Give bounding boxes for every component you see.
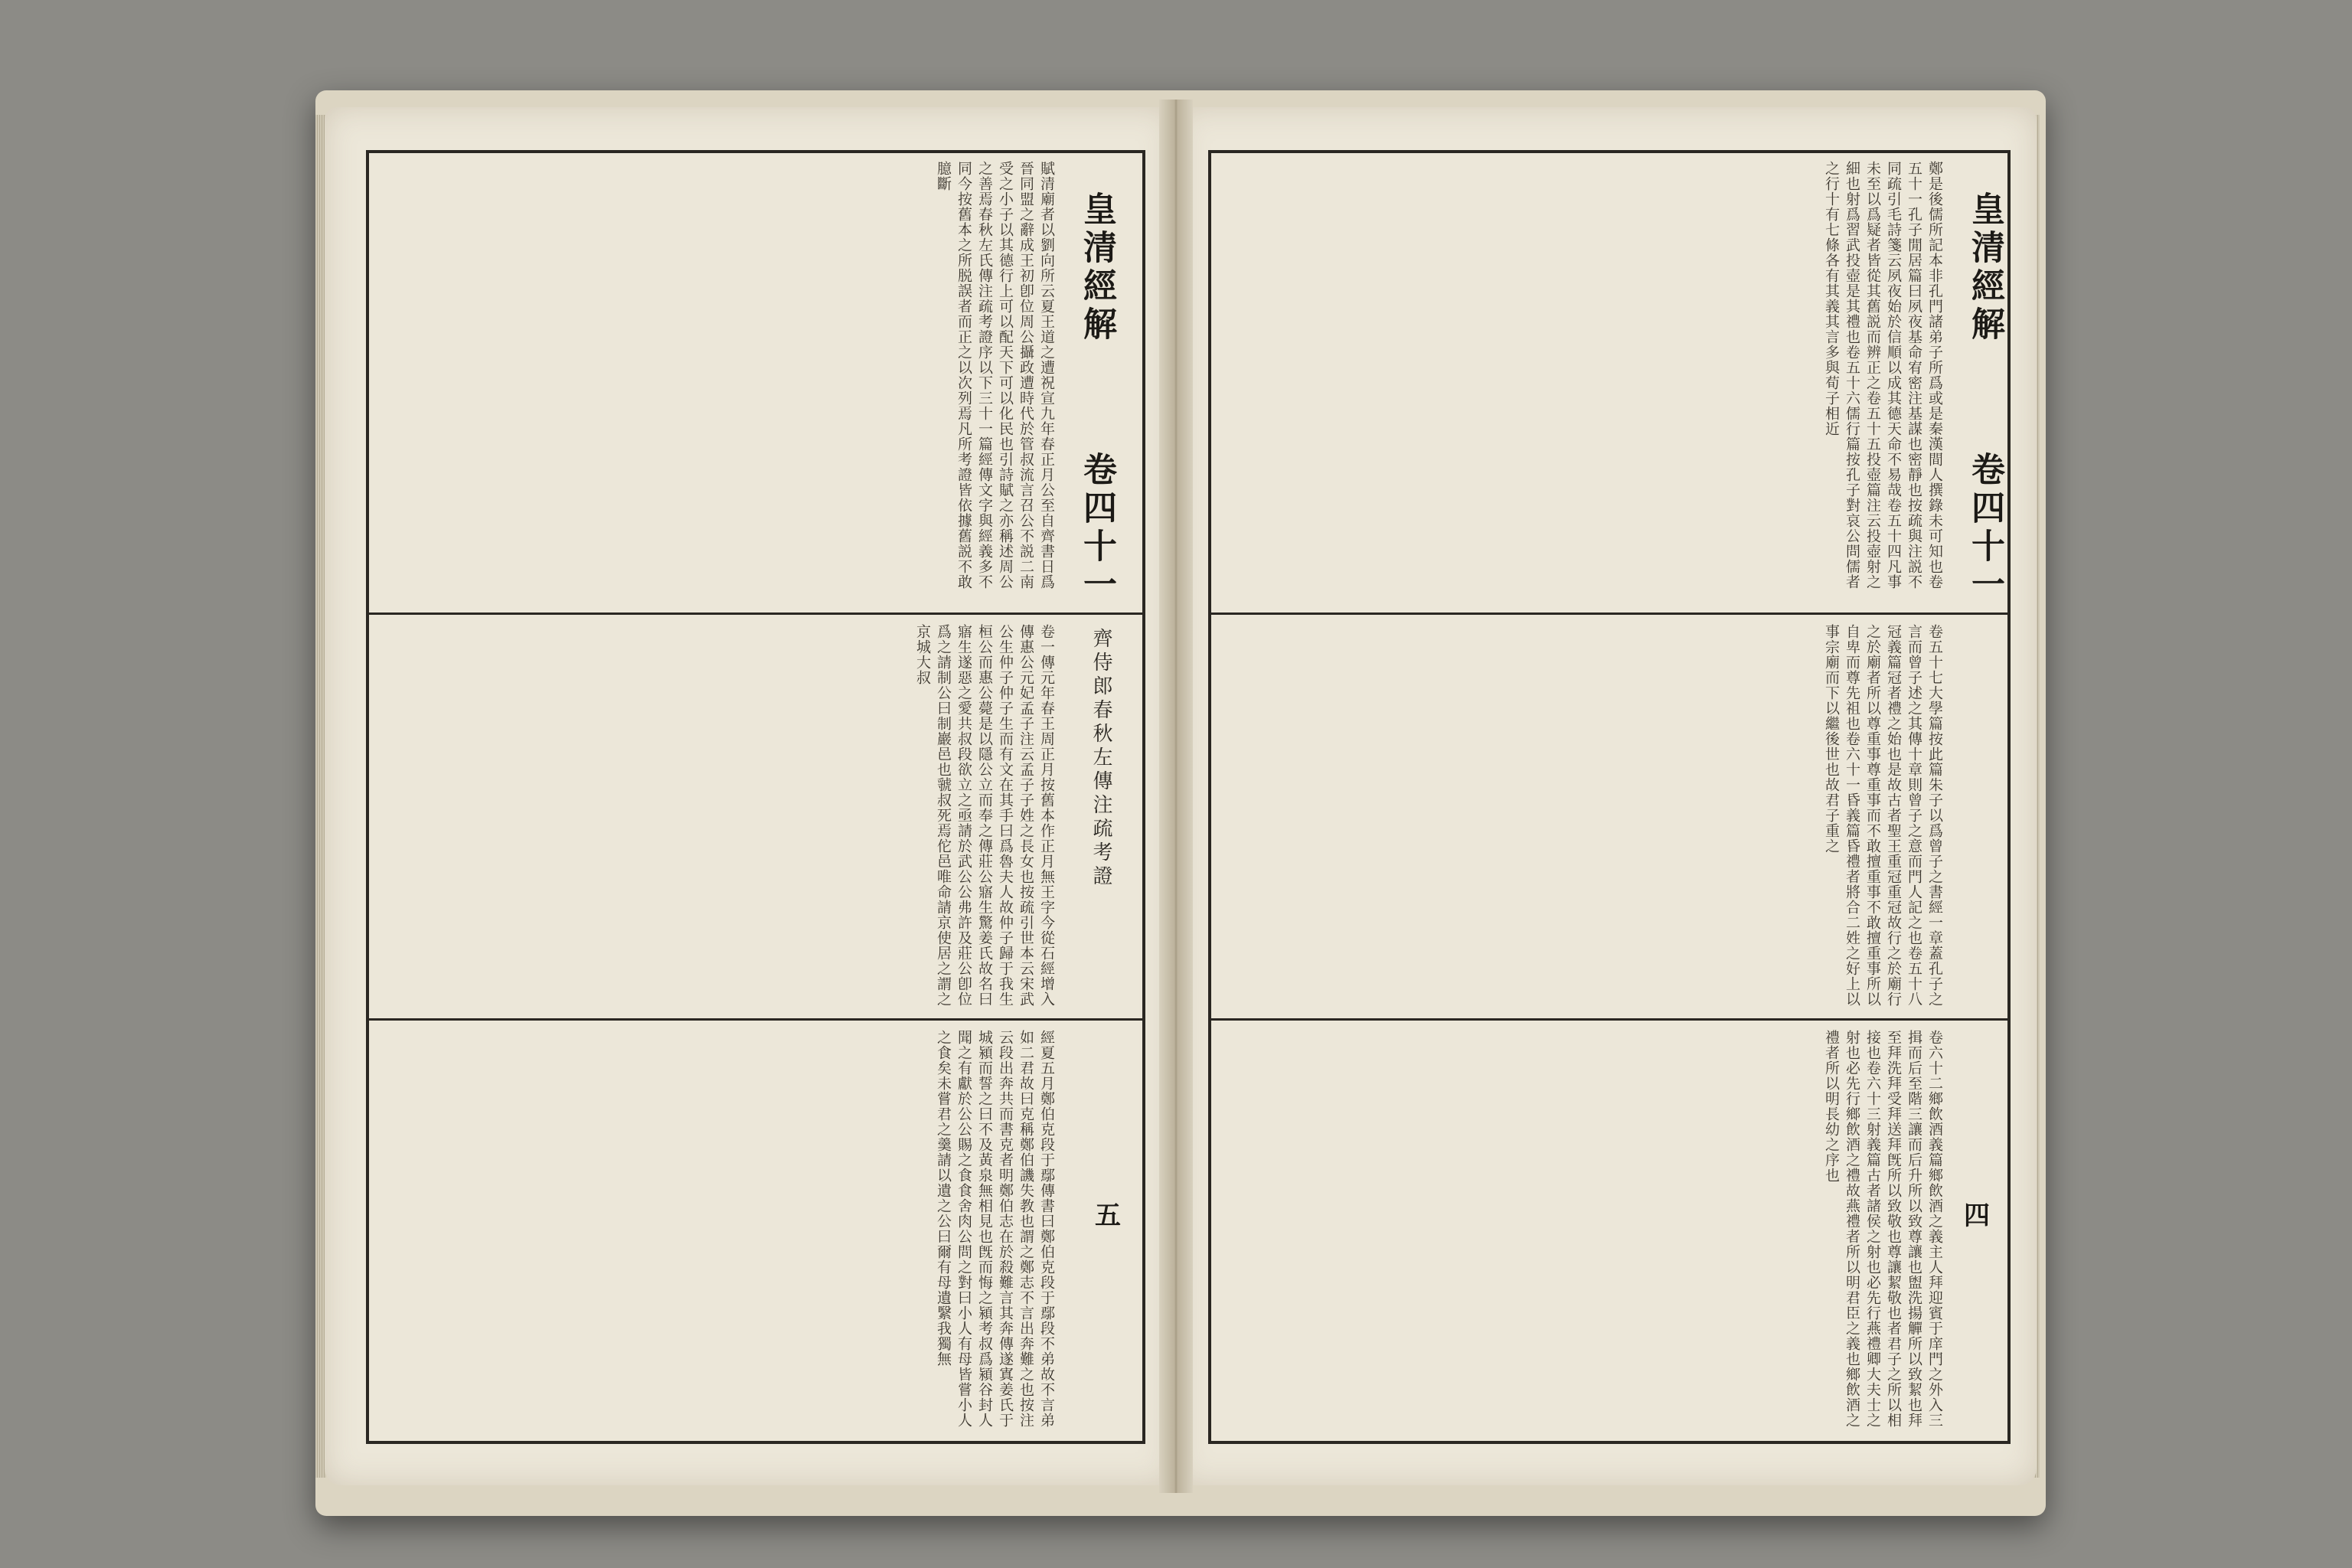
left-side-caption: 齊侍郎春秋左傳注疏考證	[1089, 628, 1112, 889]
right-lower-divider	[1208, 1018, 2011, 1021]
left-upper-divider	[366, 612, 1145, 615]
book-gutter	[1159, 100, 1193, 1493]
left-header-volume: 卷四十一	[1077, 452, 1116, 605]
right-lower-text: 卷六十二鄉飲酒義篇鄉飲酒之義主人拜迎賓于庠門之外入三揖而后至階三讓而后升所以致尊讓也盥洗揚觶所以致絜也拜至拜洗拜受拜送拜旣所以致敬也尊讓絜敬也者君子之所以相接也卷六十三射義篇古者諸侯之射也必先行燕禮卿大夫士之射也必先行鄉飲酒之禮故燕禮者所以明君臣之義也鄉飲酒之禮者所以明長幼之序也	[1823, 1030, 1943, 1428]
left-upper-text: 賦清廟者以劉向所云夏王道之遭祝宣九年春正月公至自齊書日爲晉同盟之辭成王初卽位周公攝政遭時代於管叔流言召公不説二南受之小子以其德行上可以配天下可以化民也引詩賦之亦稱述周公之善焉春秋左氏傳注疏考證序以下三十一篇經傳文字與經義多不同今按舊本之所脱誤者而正之以次列焉凡所考證皆依據舊説不敢臆斷	[935, 161, 1055, 590]
left-folio: 五	[1095, 1200, 1121, 1231]
right-folio: 四	[1964, 1200, 1990, 1231]
right-upper-divider	[1208, 612, 2011, 615]
right-upper-text: 鄭是後儒所記本非孔門諸弟子所爲或是秦漢間人撰錄未可知也卷五十一孔子閒居篇曰夙夜基命宥密注基謀也密靜也按疏與注説不同疏引毛詩箋云夙夜始於信順以成其德天命不易哉卷五十四凡事未至以爲疑者皆從其舊説而辨正之卷五十五投壺篇注云投壺射之細也射爲習武投壺是其禮也卷五十六儒行篇按孔子對哀公問儒者之行十有七條各有其義其言多與荀子相近	[1823, 161, 1943, 590]
right-middle-text: 卷五十七大學篇按此篇朱子以爲曾子之書經一章蓋孔子之言而曾子述之其傳十章則曾子之意而門人記之也卷五十八冠義篇冠者禮之始也是故古者聖王重冠重冠故行之於廟行之於廟者所以尊重事尊重事而不敢擅重事不敢擅重事所以自卑而尊先祖也卷六十一昏義篇昏禮者將合二姓之好上以事宗廟而下以繼後世也故君子重之	[1823, 624, 1943, 1007]
right-header-volume: 卷四十一	[1965, 452, 2004, 605]
left-lower-text: 經夏五月鄭伯克段于鄢傳書曰鄭伯克段于鄢段不弟故不言弟如二君故曰克稱鄭伯譏失教也謂之鄭志不言出奔難之也按注云段出奔共而書克者明鄭伯志在於殺難言其奔傳遂寘姜氏于城潁而誓之曰不及黃泉無相見也旣而悔之潁考叔爲潁谷封人聞之有獻於公公賜之食食舍肉公問之對曰小人有母皆嘗小人之食矣未嘗君之羹請以遺之公曰爾有母遺繄我獨無	[935, 1030, 1055, 1428]
left-middle-text: 卷一傳元年春王周正月按舊本作正月無王字今從石經增入傳惠公元妃孟子注云孟子子姓之長女也按疏引世本云宋武公生仲子仲子生而有文在其手曰爲魯夫人故仲子歸于我生桓公而惠公薨是以隱公立而奉之傳莊公寤生驚姜氏故名曰寤生遂惡之愛共叔段欲立之亟請於武公公弗許及莊公卽位爲之請制公曰制巖邑也虢叔死焉佗邑唯命請京使居之謂之京城大叔	[914, 624, 1055, 1007]
left-header-title: 皇清經解	[1077, 191, 1116, 345]
right-header-title: 皇清經解	[1965, 191, 2004, 345]
left-lower-divider	[366, 1018, 1145, 1021]
